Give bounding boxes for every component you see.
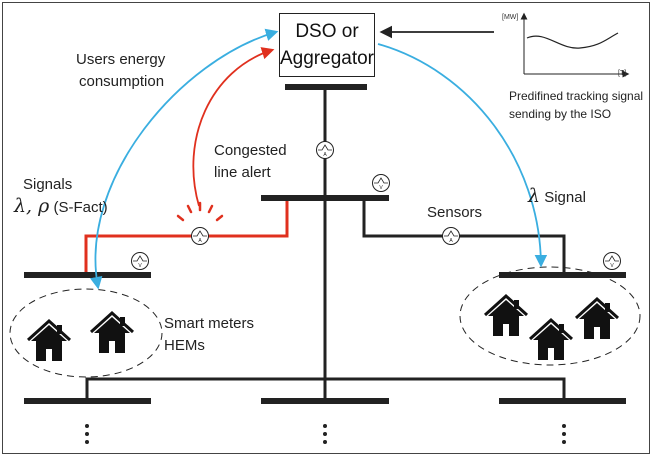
signals-symbols: λ, ρ [14,195,50,217]
dso-title-line2: Aggregator [280,48,375,69]
congested-line [86,201,287,272]
ammeter-trunk-icon [317,142,334,159]
congested-label-line2: line alert [214,164,271,181]
house-icon [28,321,70,361]
ammeter-right-line-icon [443,228,460,245]
smart-meters-label: Smart meters [164,315,255,332]
signals-label: Signals [23,176,73,193]
top-bus [285,84,367,90]
dso-title-line1: DSO or [295,21,359,42]
voltmeter-middle-icon [373,175,390,192]
hems-label: HEMs [164,337,205,354]
users-energy-label-line1: Users energy [76,51,166,68]
left-lower-bus [24,398,151,404]
right-upper-bus [499,272,626,278]
lambda-signal-arrow [378,44,541,265]
ammeter-trunk-glyph: A [323,152,327,158]
left-upper-bus [24,272,151,278]
house-icon [91,313,133,353]
right-lower-branch [325,379,564,398]
lambda-symbol: λ [528,185,541,207]
voltmeter-right-bus-icon [604,253,621,270]
lambda-signal-label [528,186,586,208]
plot-y-axis-label: [MW] [502,14,519,21]
ammeter-red-line-glyph: A [198,238,202,244]
signals-params [14,196,108,218]
center-lower-bus [261,398,389,404]
congested-label-line1: Congested [214,142,287,159]
house-icon [530,320,572,360]
right-lower-bus [499,398,626,404]
middle-bus [261,195,389,201]
tracking-label-line2: sending by the ISO [509,107,612,121]
voltmeter-right-bus-glyph: V [610,263,614,269]
right-household-group [460,267,640,365]
plot-x-axis-label: [T] [618,70,627,77]
tracking-curve [527,33,618,48]
house-icon [485,296,527,336]
continuation-dots-right [562,424,566,444]
continuation-dots-left [85,424,89,444]
signals-suffix: (S-Fact) [53,199,108,216]
voltmeter-middle-glyph: V [379,185,383,191]
house-icon [576,299,618,339]
voltmeter-left-bus-icon [132,253,149,270]
dso-aggregator-box [279,13,375,77]
voltmeter-left-bus-glyph: V [138,263,142,269]
alert-burst-icon [178,203,222,220]
continuation-dots-center [323,424,327,444]
lambda-signal-text: Signal [544,189,586,206]
left-lower-branch [87,379,325,398]
sensors-label: Sensors [427,204,483,221]
tracking-label-line1: Predifined tracking signal [509,89,644,103]
ammeter-right-line-glyph: A [449,238,453,244]
ammeter-red-line-icon [192,228,209,245]
tracking-signal-plot [524,14,628,74]
left-household-group [10,289,162,377]
users-energy-label-line2: consumption [79,73,165,90]
